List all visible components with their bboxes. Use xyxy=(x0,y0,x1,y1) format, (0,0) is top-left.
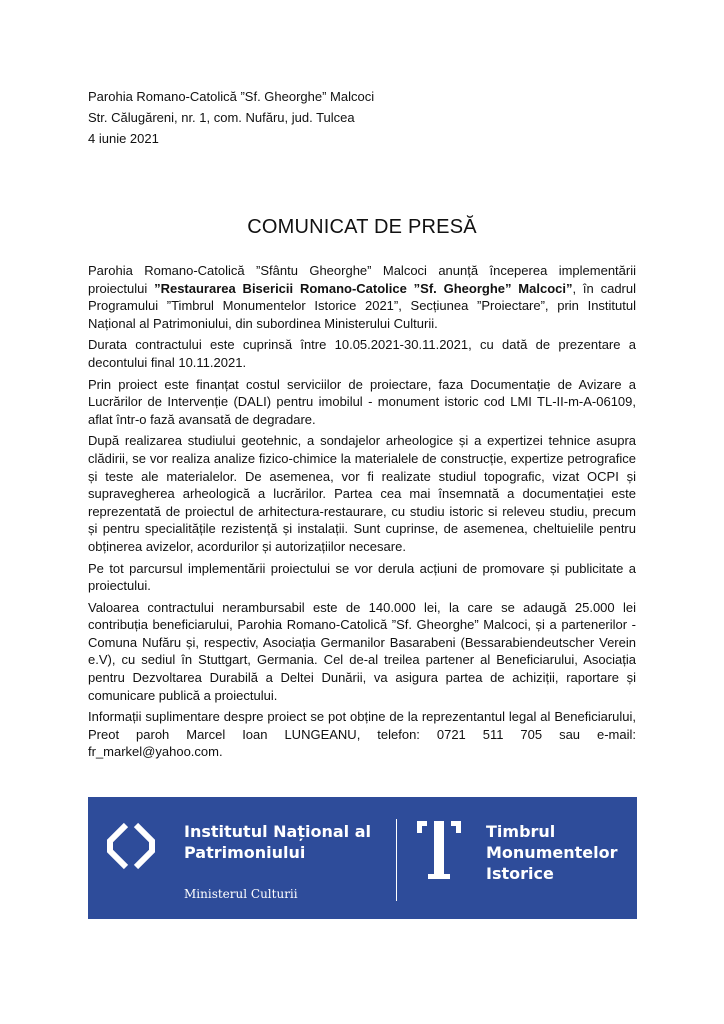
sponsor-banner xyxy=(88,797,637,919)
paragraph-financing: Prin proiect este finanțat costul serviciilor de proiectare, faza Documentație de Avizare a Lucrărilor de Intervenție (DALI) pentru imobilul - monument istoric cod LMI TL-II-m-A-06109, aflat într-o fază avansată de degradare. xyxy=(88,376,636,427)
tmi-logo-icon xyxy=(415,819,463,881)
sender-header xyxy=(88,86,374,149)
paragraph-intro xyxy=(88,262,636,332)
tmi-name xyxy=(486,821,617,884)
inp-name-line2: Patrimoniului xyxy=(184,843,306,862)
inp-name xyxy=(184,821,371,863)
inp-name-line1: Institutul Național al xyxy=(184,822,371,841)
tmi-name-line3: Istorice xyxy=(486,864,554,883)
paragraph-contact: Informații suplimentare despre proiect se pot obține de la reprezentantul legal al Beneficiarului, Preot paroh Marcel Ioan LUNGEANU, telefon: 0721 511 705 sau e-mail: fr_markel@yahoo.com. xyxy=(88,709,636,760)
paragraph-promotion: Pe tot parcursul implementării proiectului se vor derula acțiuni de promovare și publicitate a proiectului. xyxy=(88,560,636,594)
inp-logo-icon xyxy=(104,819,158,873)
intro-text-start: Parohia Romano-Catolică ”Sfântu Gheorghe” Malcoci anunță începerea implementării proiectului xyxy=(88,263,636,296)
intro-text-end: , în cadrul Programului ”Timbrul Monumentelor Istorice 2021”, Secțiunea ”Proiectare”, prin Institutul Național al Patrimoniului, din subordinea Ministerului Culturii. xyxy=(88,280,636,331)
press-release-body xyxy=(88,262,636,765)
ministry-name: Ministerul Culturii xyxy=(184,887,298,901)
parish-address: Str. Călugăreni, nr. 1, com. Nufăru, jud. Tulcea xyxy=(88,110,355,125)
banner-divider xyxy=(396,819,397,901)
document-date: 4 iunie 2021 xyxy=(88,131,159,146)
paragraph-value: Valoarea contractului nerambursabil este de 140.000 lei, la care se adaugă 25.000 lei contribuția beneficiarului, Parohia Romano-Catolică ”Sf. Gheorghe” Malcoci, și a partenerilor - Comuna Nufăru și, respectiv, Asociația Germanilor Basarabeni (Bessarabiendeutscher Verein e.V), cu sediul în Stuttgart, Germania. Cel de-al treilea partener al Beneficiarului, Asociația pentru Dezvoltarea Durabilă a Deltei Dunării, va asigura partea de achiziții, raportare și comunicare publică a proiectului. xyxy=(88,599,636,703)
page-title: COMUNICAT DE PRESĂ xyxy=(247,216,477,238)
tmi-name-line1: Timbrul xyxy=(486,822,556,841)
paragraph-duration: Durata contractului este cuprinsă între 10.05.2021-30.11.2021, cu dată de prezentare a decontului final 10.11.2021. xyxy=(88,337,636,370)
parish-name: Parohia Romano-Catolică ”Sf. Gheorghe” Malcoci xyxy=(88,89,375,104)
project-name: ”Restaurarea Bisericii Romano-Catolice ”Sf. Gheorghe” Malcoci” xyxy=(154,280,573,296)
tmi-name-line2: Monumentelor xyxy=(486,843,618,862)
paragraph-activities: După realizarea studiului geotehnic, a sondajelor arheologice și a expertizei tehnice asupra clădirii, se vor realiza analize fizico-chimice la materialele de construcție, expertize petrografice și teste ale materialelor. De asemenea, vor fi realizate studiul topografic, vizat OCPI și supravegherea arheologică a lucrărilor. Partea cea mai însemnată a documentației este reprezentată de proiectul de arhitectura-restaurare, cu studiu istoric si releveu studiu, precum și pentru specialitățile rezistență și instalații. Sunt cuprinse, de asemenea, cheltuielile pentru obținerea avizelor, acordurilor și autorizațiilor necesare. xyxy=(88,433,636,554)
